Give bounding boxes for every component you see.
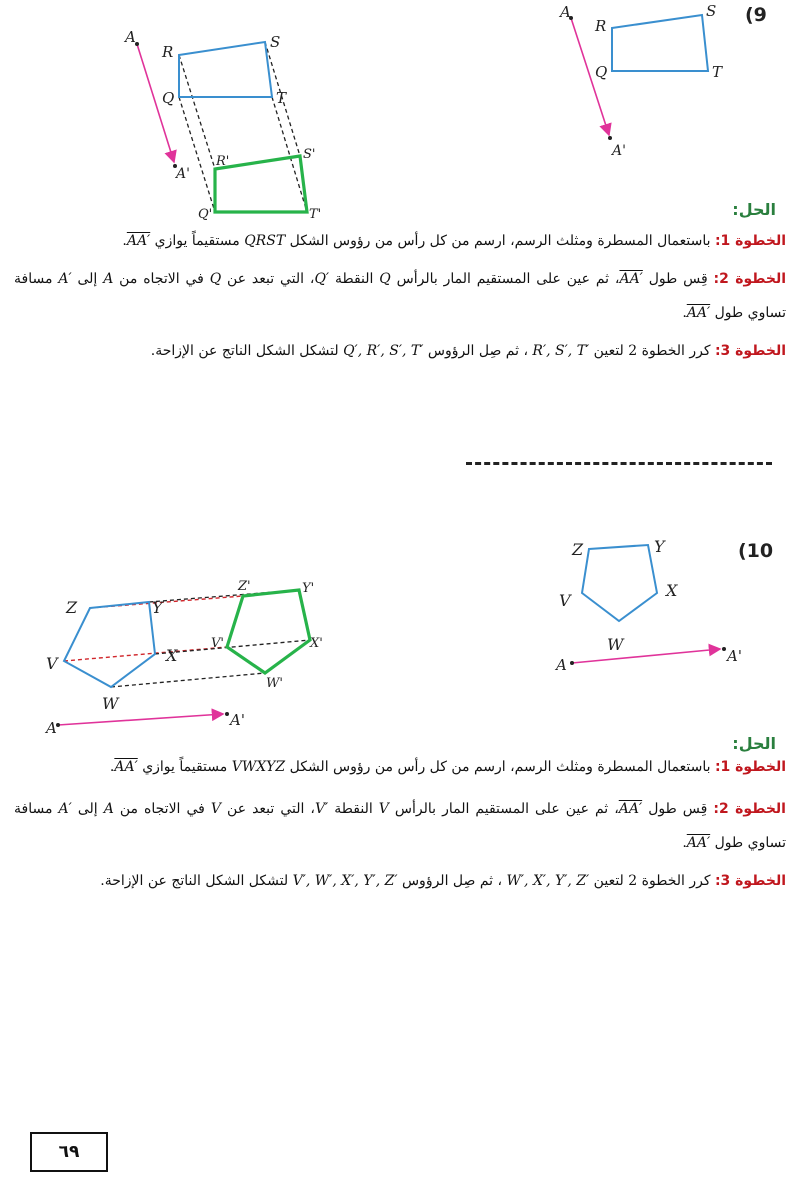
step-label: الخطوة 3: [714, 343, 786, 359]
math-expression: V [210, 801, 221, 817]
step-text: مسافة تساوي طول [14, 801, 786, 851]
math-expression: A′ [58, 271, 72, 287]
step-text: مستقيماً يوازي [137, 759, 232, 775]
step-text: ، ثم صِل الرؤوس [397, 873, 507, 889]
step-text: لتشكل الشكل الناتج عن الإزاحة. [100, 873, 293, 889]
quadrilateral-QRST [612, 15, 708, 71]
point-A-prime [608, 136, 612, 140]
problem-9-step-2 [14, 262, 786, 330]
quadrilateral-QRST [179, 42, 272, 97]
step-text: قِس طول [642, 801, 714, 817]
step-text: في الاتجاه من [113, 271, 210, 287]
vector-AA-prime [58, 714, 223, 725]
label-Q: Q [595, 63, 608, 81]
guide-W-to-W-prime [111, 673, 265, 687]
step-label: الخطوة 1: [714, 759, 786, 775]
problem-10-step-1 [14, 750, 786, 784]
problem-10-solution-label: الحل: [732, 734, 776, 753]
step-label: الخطوة 2: [713, 271, 787, 287]
step-text: باستعمال المسطرة ومثلث الرسم، ارسم من كل رأس من رؤوس الشكل [285, 759, 715, 775]
label-R-prime: R' [216, 154, 230, 169]
problem-9-number: (9 [745, 4, 767, 26]
label-A: A [556, 656, 567, 674]
step-label: الخطوة 3: [714, 873, 786, 889]
math-expression: Q′, R′, S′, T′ [343, 343, 424, 359]
label-T-prime: T' [309, 207, 322, 222]
math-expression: AA′ [114, 759, 138, 775]
guide-T-to-T-prime [272, 97, 307, 212]
math-expression: Q [209, 271, 222, 287]
math-expression: AA′ [686, 835, 711, 851]
math-expression: A′ [58, 801, 72, 817]
math-expression: W′, X′, Y′, Z′ [506, 873, 590, 889]
vector-AA-prime [572, 649, 720, 663]
label-Y: Y [152, 598, 163, 617]
label-Z-prime: Z' [238, 579, 251, 594]
point-A [570, 661, 574, 665]
step-text: ، التي تبعد عن [221, 801, 315, 817]
step-text: ، التي تبعد عن [221, 271, 315, 287]
math-expression: Q′ [314, 271, 330, 287]
label-V: V [559, 591, 571, 610]
step-text: كرر الخطوة 2 لتعين [589, 873, 715, 889]
step-text: مسافة تساوي طول [14, 271, 786, 321]
label-R: R [162, 43, 174, 61]
math-expression: V′ [314, 801, 329, 817]
problem-9-step-1 [14, 224, 786, 258]
step-text: مستقيماً يوازي [150, 233, 245, 249]
step-text: إلى [71, 271, 104, 287]
point-A-prime [722, 647, 726, 651]
label-A-prime: A' [176, 166, 190, 182]
label-T: T [712, 63, 723, 81]
label-V: V [46, 654, 58, 673]
step-label: الخطوة 1: [714, 233, 786, 249]
math-expression: Q [379, 271, 391, 287]
guide-V-to-V-prime [64, 647, 227, 661]
math-expression: AA′ [126, 233, 151, 249]
step-text: . [682, 835, 687, 851]
step-text: النقطة [328, 801, 379, 817]
problem-10-solution-figure [40, 575, 340, 740]
math-expression: A [103, 271, 114, 287]
label-V-prime: V' [211, 636, 224, 651]
pentagon-V-prime-W-prime-X-prime-Y-prime-Z-prime [227, 590, 310, 673]
math-expression: A [103, 801, 114, 817]
page-number: ٦٩ [30, 1132, 108, 1172]
problem-9-solution-label: الحل: [732, 200, 776, 219]
label-A-prime: A' [612, 143, 626, 159]
step-text: ، ثم عين على المستقيم المار بالرأس [390, 271, 620, 287]
math-expression: V′, W′, X′, Y′, Z′ [292, 873, 398, 889]
step-text: لتشكل الشكل الناتج عن الإزاحة. [150, 343, 344, 359]
label-W-prime: W' [266, 676, 283, 691]
label-A: A [46, 719, 57, 737]
guide-R-to-R-prime [179, 55, 215, 169]
math-expression: AA′ [686, 305, 711, 321]
problem-9-step-3 [14, 334, 786, 368]
problem-10-step-2 [14, 792, 786, 860]
label-S: S [706, 2, 717, 20]
math-expression: VWXYZ [231, 759, 286, 775]
step-text: قِس طول [642, 271, 714, 287]
problem-10-given-figure [540, 530, 770, 675]
problem-10-step-3 [14, 864, 786, 898]
section-divider [466, 462, 772, 465]
pentagon-VWXYZ [64, 602, 155, 687]
label-S-prime: S' [303, 147, 316, 162]
label-T: T [276, 89, 287, 107]
label-A: A [560, 3, 571, 21]
math-expression: AA′ [618, 801, 643, 817]
step-text: . [122, 233, 127, 249]
label-S: S [270, 33, 281, 51]
math-expression: V [378, 801, 389, 817]
step-text: ، ثم صِل الرؤوس [423, 343, 533, 359]
label-X: X [666, 581, 678, 600]
label-W: W [102, 694, 119, 713]
step-text: ، ثم عين على المستقيم المار بالرأس [388, 801, 619, 817]
label-Y: Y [654, 537, 665, 556]
guide-Q-to-Q-prime [179, 97, 215, 212]
step-text: إلى [71, 801, 104, 817]
label-Y-prime: Y' [302, 581, 315, 596]
step-text: كرر الخطوة 2 لتعين [589, 343, 715, 359]
label-Z: Z [66, 598, 78, 617]
label-X: X [166, 646, 178, 665]
pentagon-VWXYZ [582, 545, 657, 621]
problem-9-solution-figure [120, 20, 350, 225]
problem-9-given-figure [540, 0, 740, 170]
label-Q: Q [162, 89, 175, 107]
label-X-prime: X' [310, 636, 323, 651]
step-text: . [109, 759, 115, 775]
label-Q-prime: Q' [198, 207, 213, 222]
math-expression: AA′ [619, 271, 643, 287]
step-text: . [682, 305, 687, 321]
step-text: في الاتجاه من [113, 801, 211, 817]
step-text: النقطة [329, 271, 380, 287]
label-A-prime: A' [727, 647, 742, 665]
label-A-prime: A' [230, 711, 245, 729]
label-A: A [125, 28, 136, 46]
step-text: باستعمال المسطرة ومثلث الرسم، ارسم من كل رأس من رؤوس الشكل [285, 233, 715, 249]
label-W: W [607, 635, 624, 654]
label-Z: Z [572, 540, 584, 559]
label-R: R [595, 17, 607, 35]
math-expression: R′, S′, T′ [532, 343, 590, 359]
step-label: الخطوة 2: [713, 801, 786, 817]
math-expression: QRST [244, 233, 286, 249]
problem-10-number: (10 [738, 540, 774, 562]
point-A-prime [225, 712, 229, 716]
